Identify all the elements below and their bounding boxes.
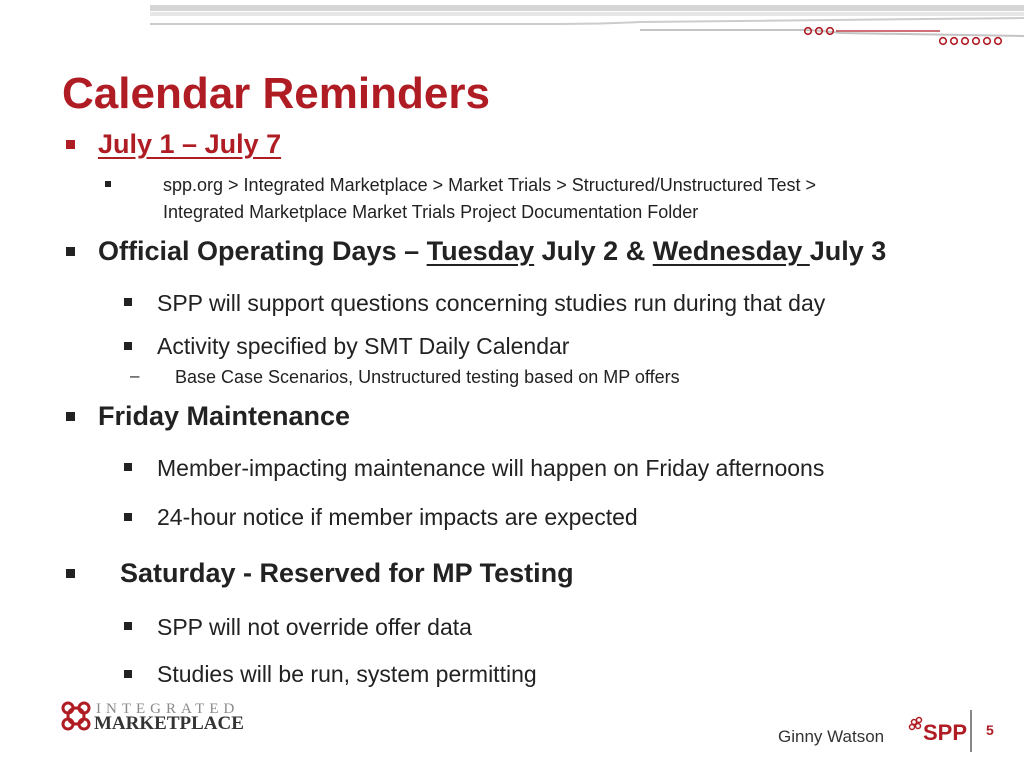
bullet-square-small xyxy=(105,181,111,187)
marketplace-knot-icon xyxy=(63,703,89,729)
spp-logo xyxy=(906,712,968,748)
section-heading-operating-days xyxy=(98,236,886,267)
operating-day-wednesday: Wednesday xyxy=(652,236,810,266)
spp-swirl-icon xyxy=(910,718,922,730)
bullet-square xyxy=(66,140,75,149)
page-number: 5 xyxy=(986,722,994,738)
bullet-square xyxy=(66,412,75,421)
dash-bullet: – xyxy=(130,366,140,385)
bullet-square xyxy=(124,670,132,678)
slide-title: Calendar Reminders xyxy=(62,69,490,118)
bullet-square xyxy=(124,513,132,521)
list-item: Member-impacting maintenance will happen on Friday afternoons xyxy=(157,455,825,481)
bullet-square xyxy=(124,463,132,471)
header-decoration xyxy=(0,0,1024,60)
section-heading-july-range: July 1 – July 7 xyxy=(98,129,282,159)
folder-path-line2: Integrated Marketplace Market Trials Project Documentation Folder xyxy=(163,202,699,222)
list-item: SPP will not override offer data xyxy=(157,614,472,640)
sub-list-item: Base Case Scenarios, Unstructured testing based on MP offers xyxy=(175,367,680,387)
bullet-square xyxy=(124,298,132,306)
operating-days-mid: July 2 & xyxy=(534,236,653,266)
spp-logo-text: SPP xyxy=(923,720,968,745)
operating-day-tuesday: Tuesday xyxy=(426,236,535,266)
section-heading-friday: Friday Maintenance xyxy=(98,401,351,431)
integrated-marketplace-logo xyxy=(56,696,316,746)
list-item: 24-hour notice if member impacts are expected xyxy=(157,504,638,530)
folder-path-line1: spp.org > Integrated Marketplace > Market Trials > Structured/Unstructured Test > xyxy=(163,175,816,195)
operating-days-prefix: Official Operating Days – xyxy=(98,236,427,266)
bullet-square xyxy=(124,342,132,350)
list-item: Studies will be run, system permitting xyxy=(157,661,537,687)
section-heading-saturday: Saturday - Reserved for MP Testing xyxy=(120,558,574,588)
bullet-square xyxy=(124,622,132,630)
footer-divider xyxy=(970,710,972,752)
presenter-name: Ginny Watson xyxy=(778,727,885,746)
logo-text-marketplace: MARKETPLACE xyxy=(94,713,244,734)
operating-days-suffix: July 3 xyxy=(809,236,887,266)
list-item: Activity specified by SMT Daily Calendar xyxy=(157,333,570,359)
bullet-square xyxy=(66,569,75,578)
logo-text-integrated: INTEGRATED xyxy=(96,701,240,717)
bullet-square xyxy=(66,247,75,256)
circle-chain-long xyxy=(940,38,1002,45)
list-item: SPP will support questions concerning studies run during that day xyxy=(157,290,826,316)
